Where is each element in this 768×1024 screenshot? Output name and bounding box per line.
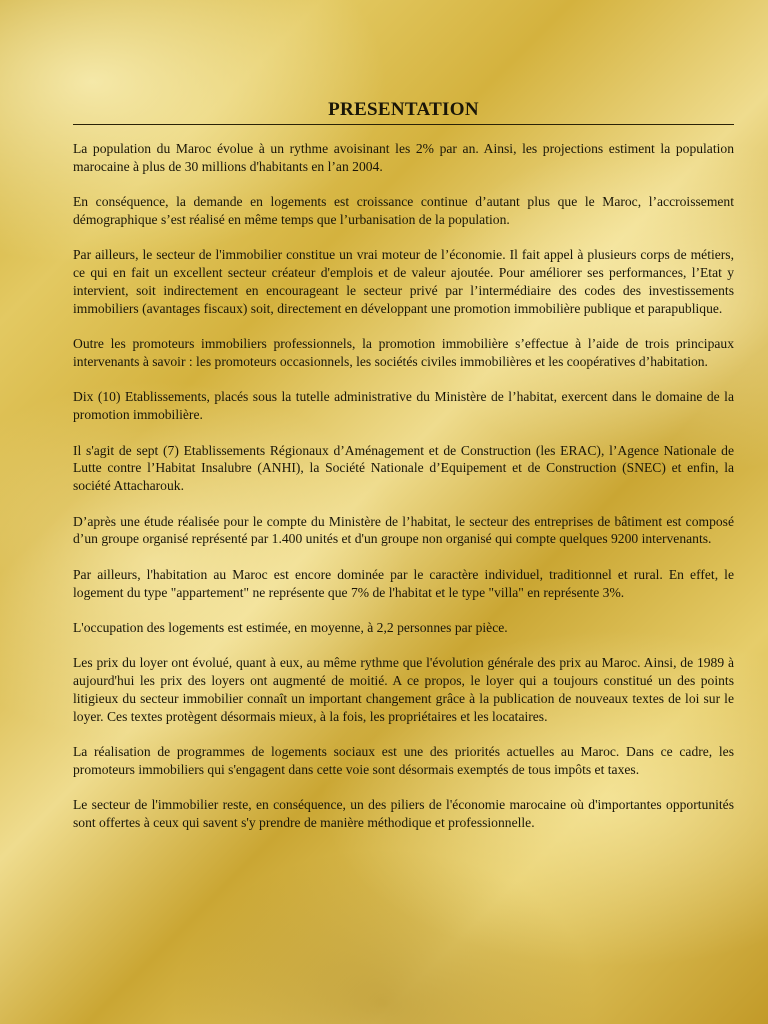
paragraph-8: Par ailleurs, l'habitation au Maroc est encore dominée par le caractère individuel, traditionnel et rural. En effet, le logement du type "appartement" ne représente que 7% de l'habitat et le type "villa" en représente 3%.	[73, 566, 734, 600]
paragraph-2: En conséquence, la demande en logements est croissance continue d’autant plus que le Maroc, l’accroissement démographique s’est réalisé en même temps que l’urbanisation de la population.	[73, 194, 734, 227]
paragraph-9: L'occupation des logements est estimée, en moyenne, à 2,2 personnes par pièce.	[73, 619, 508, 635]
paragraph-5: Dix (10) Etablissements, placés sous la tutelle administrative du Ministère de l’habitat, exercent dans le domaine de la promotion immobilière.	[73, 389, 734, 423]
paragraph-10: Les prix du loyer ont évolué, quant à eux, au même rythme que l'évolution générale des prix au Maroc. Ainsi, de 1989 à aujourd'hui les prix des loyers ont augmenté de moitié. A ce propos, le loyer qui a toujours constitué un des points litigieux du secteur immobilier connaît un important changement grâce à la publication de nouveaux textes de loi sur le loyer. Ces textes protègent désormais mieux, à la fois, les propriétaires et les locataires.	[73, 655, 734, 724]
paragraph-11: La réalisation de programmes de logements sociaux est une des priorités actuelles au Maroc. Dans ce cadre, les promoteurs immobiliers qui s'engagent dans cette voie sont désormais exemptés de tous impôts et taxes.	[73, 744, 734, 777]
paragraph-7: D’après une étude réalisée pour le compte du Ministère de l’habitat, le secteur des entreprises de bâtiment est composé d’un groupe organisé représenté par 1.400 unités et d'un groupe non organisé qui compte quelques 9200 intervenants.	[73, 513, 734, 547]
paragraph-3: Par ailleurs, le secteur de l'immobilier constitue un vrai moteur de l’économie. Il fait appel à plusieurs corps de métiers, ce qui en fait un excellent secteur créateur d'emplois et de valeur ajoutée. Pour améliorer ses performances, l’Etat y intervient, soit indirectement en encourageant le secteur privé par l’intermédiaire des codes des investissements immobiliers (avantages fiscaux) soit, directement en développant une promotion immobilière publique et parapublique.	[73, 247, 734, 316]
document-body	[73, 140, 734, 849]
paragraph-12: Le secteur de l'immobilier reste, en conséquence, un des piliers de l'économie marocaine où d'importantes opportunités sont offertes à ceux qui savent s'y prendre de manière méthodique et professionnelle.	[73, 797, 734, 831]
paragraph-1: La population du Maroc évolue à un rythme avoisinant les 2% par an. Ainsi, les projections estiment la population marocaine à plus de 30 millions d'habitants en l’an 2004.	[73, 141, 734, 174]
paragraph-6: Il s'agit de sept (7) Etablissements Régionaux d’Aménagement et de Construction (les ERAC), l’Agence Nationale de Lutte contre l’Habitat Insalubre (ANHI), la Société Nationale d’Equipement et de Construction (SNEC) et enfin, la société Attacharouk.	[73, 442, 734, 494]
paragraph-4: Outre les promoteurs immobiliers professionnels, la promotion immobilière s’effectue à l’aide de trois principaux intervenants à savoir : les promoteurs occasionnels, les sociétés civiles immobilières et les coopératives d’habitation.	[73, 336, 734, 369]
title-underline	[73, 124, 734, 125]
document-title: PRESENTATION	[328, 99, 479, 120]
